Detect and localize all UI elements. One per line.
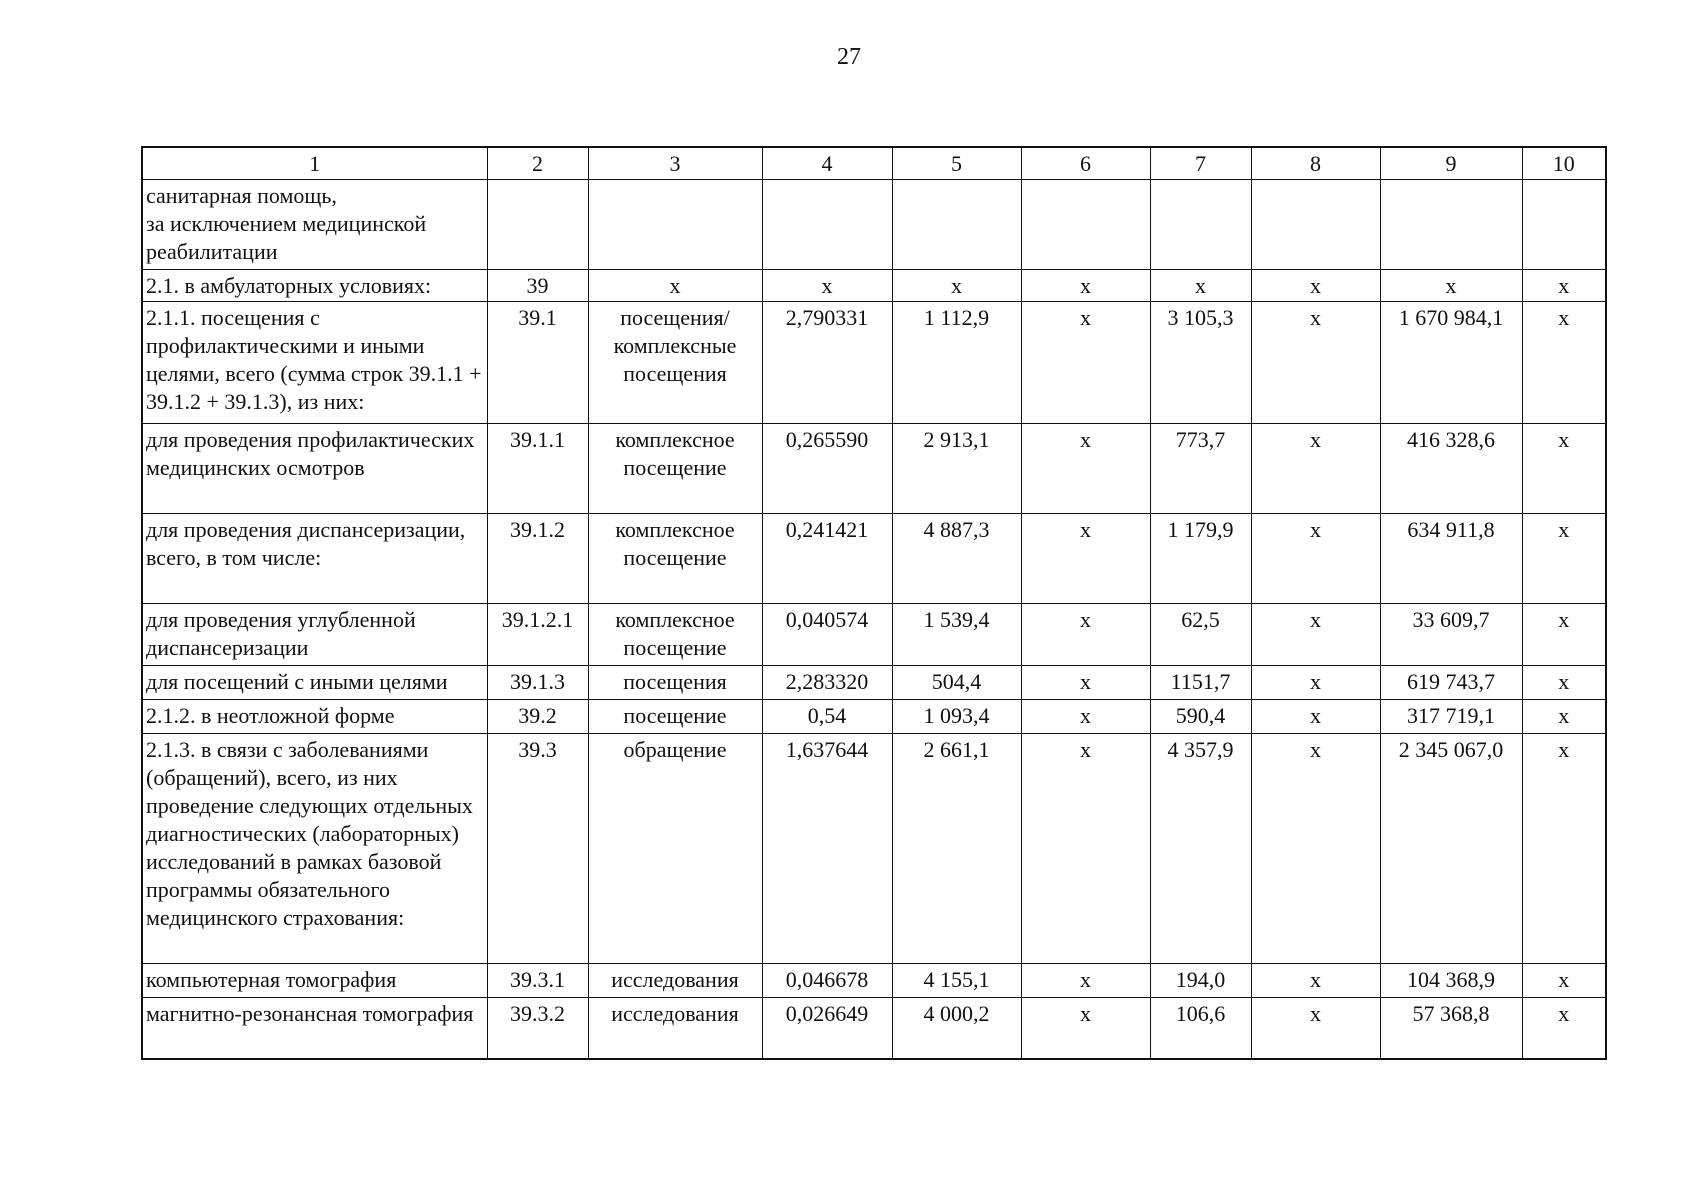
table-row bbox=[142, 699, 1606, 733]
cell-col7: 106,6 bbox=[1150, 997, 1251, 1059]
cell-col10: х bbox=[1522, 665, 1606, 699]
page-number: 27 bbox=[837, 44, 861, 70]
cell-col4: 0,040574 bbox=[762, 603, 892, 665]
row-name: для проведения профилактических медицинских осмотров bbox=[142, 423, 487, 513]
row-name: магнитно-резонансная томография bbox=[142, 997, 487, 1059]
cell-col5: х bbox=[892, 269, 1021, 301]
cell-col8: х bbox=[1251, 665, 1380, 699]
row-code: 39.1 bbox=[487, 301, 588, 423]
row-unit: х bbox=[588, 269, 762, 301]
cell-col9: 104 368,9 bbox=[1380, 963, 1522, 997]
cell-col9 bbox=[1380, 179, 1522, 269]
table-row bbox=[142, 665, 1606, 699]
cell-col9: 33 609,7 bbox=[1380, 603, 1522, 665]
column-number-7: 7 bbox=[1150, 147, 1251, 179]
cell-col5: 2 913,1 bbox=[892, 423, 1021, 513]
cell-col5: 1 093,4 bbox=[892, 699, 1021, 733]
cell-col4: 2,283320 bbox=[762, 665, 892, 699]
cell-col9: 619 743,7 bbox=[1380, 665, 1522, 699]
column-number-3: 3 bbox=[588, 147, 762, 179]
row-code: 39.2 bbox=[487, 699, 588, 733]
cell-col10: х bbox=[1522, 699, 1606, 733]
cell-col6: х bbox=[1021, 301, 1150, 423]
cell-col5: 1 539,4 bbox=[892, 603, 1021, 665]
cell-col6: х bbox=[1021, 269, 1150, 301]
cell-col4: 0,046678 bbox=[762, 963, 892, 997]
cell-col7: 62,5 bbox=[1150, 603, 1251, 665]
row-name: 2.1.1. посещения с профилактическими и иными целями, всего (сумма строк 39.1.1 + 39.1.2 + 39.1.3), из них: bbox=[142, 301, 487, 423]
row-unit: посещения/ комплексные посещения bbox=[588, 301, 762, 423]
cell-col8: х bbox=[1251, 269, 1380, 301]
row-name: санитарная помощь, за исключением медицинской реабилитации bbox=[142, 179, 487, 269]
cell-col10: х bbox=[1522, 513, 1606, 603]
column-number-6: 6 bbox=[1021, 147, 1150, 179]
cell-col7: 1 179,9 bbox=[1150, 513, 1251, 603]
cell-col5: 1 112,9 bbox=[892, 301, 1021, 423]
cell-col7: 194,0 bbox=[1150, 963, 1251, 997]
cell-col8: х bbox=[1251, 603, 1380, 665]
cell-col9: х bbox=[1380, 269, 1522, 301]
cell-col9: 317 719,1 bbox=[1380, 699, 1522, 733]
row-code: 39.3.1 bbox=[487, 963, 588, 997]
cell-col5: 4 155,1 bbox=[892, 963, 1021, 997]
row-unit: обращение bbox=[588, 733, 762, 963]
cell-col6: х bbox=[1021, 603, 1150, 665]
cell-col6: х bbox=[1021, 423, 1150, 513]
cell-col9: 416 328,6 bbox=[1380, 423, 1522, 513]
cell-col9: 2 345 067,0 bbox=[1380, 733, 1522, 963]
cell-col5 bbox=[892, 179, 1021, 269]
cell-col7: х bbox=[1150, 269, 1251, 301]
cell-col6: х bbox=[1021, 733, 1150, 963]
cell-col10: х bbox=[1522, 733, 1606, 963]
column-number-9: 9 bbox=[1380, 147, 1522, 179]
row-name: для посещений с иными целями bbox=[142, 665, 487, 699]
table-row bbox=[142, 423, 1606, 513]
column-number-5: 5 bbox=[892, 147, 1021, 179]
row-code: 39.1.2 bbox=[487, 513, 588, 603]
column-number-4: 4 bbox=[762, 147, 892, 179]
cell-col10 bbox=[1522, 179, 1606, 269]
cell-col10: х bbox=[1522, 603, 1606, 665]
cell-col6: х bbox=[1021, 963, 1150, 997]
cell-col8: х bbox=[1251, 513, 1380, 603]
cell-col9: 634 911,8 bbox=[1380, 513, 1522, 603]
row-unit: комплексное посещение bbox=[588, 603, 762, 665]
cell-col8: х bbox=[1251, 997, 1380, 1059]
row-code: 39.1.2.1 bbox=[487, 603, 588, 665]
cell-col7: 4 357,9 bbox=[1150, 733, 1251, 963]
row-name: 2.1. в амбулаторных условиях: bbox=[142, 269, 487, 301]
cell-col4: 0,54 bbox=[762, 699, 892, 733]
cell-col10: х bbox=[1522, 997, 1606, 1059]
cell-col8: х bbox=[1251, 699, 1380, 733]
cell-col6: х bbox=[1021, 665, 1150, 699]
data-table bbox=[141, 146, 1607, 1060]
cell-col6 bbox=[1021, 179, 1150, 269]
row-name: для проведения диспансеризации, всего, в том числе: bbox=[142, 513, 487, 603]
cell-col5: 2 661,1 bbox=[892, 733, 1021, 963]
table-row bbox=[142, 603, 1606, 665]
cell-col10: х bbox=[1522, 963, 1606, 997]
table-row bbox=[142, 179, 1606, 269]
table-header-row bbox=[142, 147, 1606, 179]
table-row bbox=[142, 997, 1606, 1059]
row-name: компьютерная томография bbox=[142, 963, 487, 997]
cell-col7: 773,7 bbox=[1150, 423, 1251, 513]
row-code: 39.1.3 bbox=[487, 665, 588, 699]
cell-col10: х bbox=[1522, 301, 1606, 423]
table-row bbox=[142, 513, 1606, 603]
cell-col7 bbox=[1150, 179, 1251, 269]
row-unit bbox=[588, 179, 762, 269]
cell-col7: 590,4 bbox=[1150, 699, 1251, 733]
cell-col7: 3 105,3 bbox=[1150, 301, 1251, 423]
column-number-2: 2 bbox=[487, 147, 588, 179]
cell-col10: х bbox=[1522, 269, 1606, 301]
column-number-1: 1 bbox=[142, 147, 487, 179]
column-number-10: 10 bbox=[1522, 147, 1606, 179]
cell-col4: 1,637644 bbox=[762, 733, 892, 963]
row-code bbox=[487, 179, 588, 269]
table-row bbox=[142, 301, 1606, 423]
cell-col4: 2,790331 bbox=[762, 301, 892, 423]
row-name: 2.1.3. в связи с заболеваниями (обращений), всего, из них проведение следующих отдельных диагностических (лабораторных) исследований в рамках базовой программы обязательного медицинского страхования: bbox=[142, 733, 487, 963]
cell-col5: 504,4 bbox=[892, 665, 1021, 699]
cell-col4: х bbox=[762, 269, 892, 301]
cell-col9: 1 670 984,1 bbox=[1380, 301, 1522, 423]
cell-col9: 57 368,8 bbox=[1380, 997, 1522, 1059]
row-code: 39.3.2 bbox=[487, 997, 588, 1059]
table-row bbox=[142, 269, 1606, 301]
row-unit: исследования bbox=[588, 997, 762, 1059]
cell-col4: 0,241421 bbox=[762, 513, 892, 603]
cell-col6: х bbox=[1021, 513, 1150, 603]
row-unit: комплексное посещение bbox=[588, 423, 762, 513]
cell-col8: х bbox=[1251, 423, 1380, 513]
cell-col4: 0,265590 bbox=[762, 423, 892, 513]
cell-col5: 4 000,2 bbox=[892, 997, 1021, 1059]
row-unit: посещения bbox=[588, 665, 762, 699]
cell-col8: х bbox=[1251, 301, 1380, 423]
cell-col7: 1151,7 bbox=[1150, 665, 1251, 699]
row-code: 39.3 bbox=[487, 733, 588, 963]
table-row bbox=[142, 963, 1606, 997]
cell-col8: х bbox=[1251, 963, 1380, 997]
cell-col5: 4 887,3 bbox=[892, 513, 1021, 603]
cell-col8 bbox=[1251, 179, 1380, 269]
row-name: для проведения углубленной диспансеризации bbox=[142, 603, 487, 665]
row-code: 39.1.1 bbox=[487, 423, 588, 513]
row-unit: исследования bbox=[588, 963, 762, 997]
column-number-8: 8 bbox=[1251, 147, 1380, 179]
cell-col6: х bbox=[1021, 699, 1150, 733]
cell-col4 bbox=[762, 179, 892, 269]
cell-col6: х bbox=[1021, 997, 1150, 1059]
row-code: 39 bbox=[487, 269, 588, 301]
cell-col4: 0,026649 bbox=[762, 997, 892, 1059]
row-unit: комплексное посещение bbox=[588, 513, 762, 603]
table-row bbox=[142, 733, 1606, 963]
cell-col8: х bbox=[1251, 733, 1380, 963]
row-unit: посещение bbox=[588, 699, 762, 733]
row-name: 2.1.2. в неотложной форме bbox=[142, 699, 487, 733]
cell-col10: х bbox=[1522, 423, 1606, 513]
